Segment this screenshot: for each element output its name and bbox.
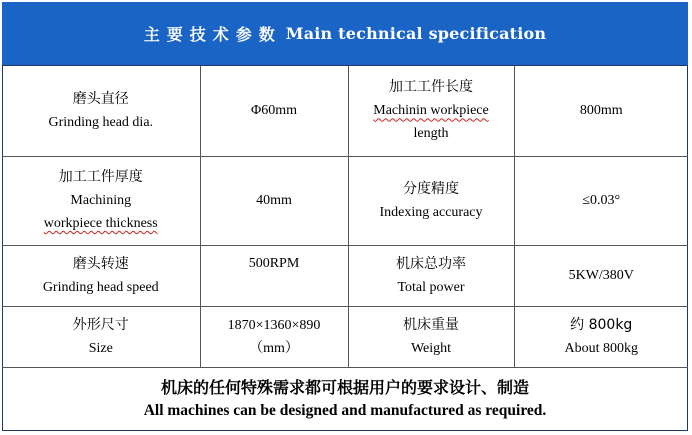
indexing-accuracy-label-zh: 分度精度 [403, 180, 459, 197]
spec-label-cell [348, 306, 514, 367]
spec-label-cell [2, 66, 200, 156]
table-row [2, 245, 688, 306]
spec-value-cell [200, 66, 348, 156]
grinding-head-speed-label-en: Grinding head speed [42, 279, 159, 295]
spec-value-cell [200, 245, 348, 306]
spec-label-cell [348, 66, 514, 156]
spec-label-cell [348, 245, 514, 306]
workpiece-length-value: 800mm [579, 103, 623, 119]
table-row [2, 306, 688, 367]
spec-label-cell [2, 245, 200, 306]
grinding-head-speed-label-zh: 磨头转速 [72, 255, 129, 272]
spec-table [2, 66, 688, 368]
grinding-head-dia-value: Φ60mm [250, 103, 297, 119]
header-title-zh: 主要技术参数 [143, 25, 282, 44]
workpiece-thickness-label-en: Machining [70, 193, 132, 208]
grinding-head-dia-label-en: Grinding head dia. [48, 114, 154, 130]
grinding-head-speed-value: 500RPM [248, 255, 300, 271]
weight-value-zh: 约 800kg [570, 316, 633, 333]
workpiece-thickness-value: 40mm [256, 193, 292, 208]
spec-value-cell [514, 156, 688, 245]
workpiece-length-label-zh: 加工工件长度 [389, 79, 473, 96]
size-unit: （mm） [249, 340, 299, 356]
total-power-value: 5KW/380V [568, 268, 634, 283]
footer-note [2, 367, 688, 431]
table-row [2, 156, 688, 245]
workpiece-thickness-label-en-line2: workpiece thickness [43, 216, 158, 231]
footer-note-en: All machines can be designed and manufactured as required. [143, 402, 547, 419]
size-label-en: Size [88, 340, 113, 356]
weight-label-en: Weight [410, 340, 452, 356]
spec-value-cell [514, 245, 688, 306]
workpiece-length-label-en: Machinin workpiece [373, 103, 489, 119]
spec-label-cell [2, 156, 200, 245]
size-label-zh: 外形尺寸 [72, 316, 129, 333]
spec-value-cell [514, 66, 688, 156]
footer-note-zh: 机床的任何特殊需求都可根据用户的要求设计、制造 [160, 378, 529, 397]
workpiece-thickness-label-zh: 加工工件厚度 [58, 169, 143, 185]
spec-header [2, 2, 688, 66]
spec-value-cell [514, 306, 688, 367]
total-power-label-zh: 机床总功率 [396, 255, 466, 272]
spec-label-cell [2, 306, 200, 367]
indexing-accuracy-value: ≤0.03° [582, 193, 621, 208]
indexing-accuracy-label-en: Indexing accuracy [379, 204, 483, 220]
total-power-label-en: Total power [397, 279, 465, 295]
size-value: 1870×1360×890 [227, 317, 321, 333]
spec-label-cell [348, 156, 514, 245]
workpiece-length-label-en-line2: length [413, 126, 449, 142]
table-row [2, 66, 688, 156]
spec-value-cell [200, 306, 348, 367]
header-title-en: Main technical specification [285, 24, 547, 43]
spec-value-cell [200, 156, 348, 245]
grinding-head-dia-label-zh: 磨头直径 [72, 90, 129, 107]
weight-value-en: About 800kg [564, 340, 638, 356]
weight-label-zh: 机床重量 [403, 316, 459, 333]
